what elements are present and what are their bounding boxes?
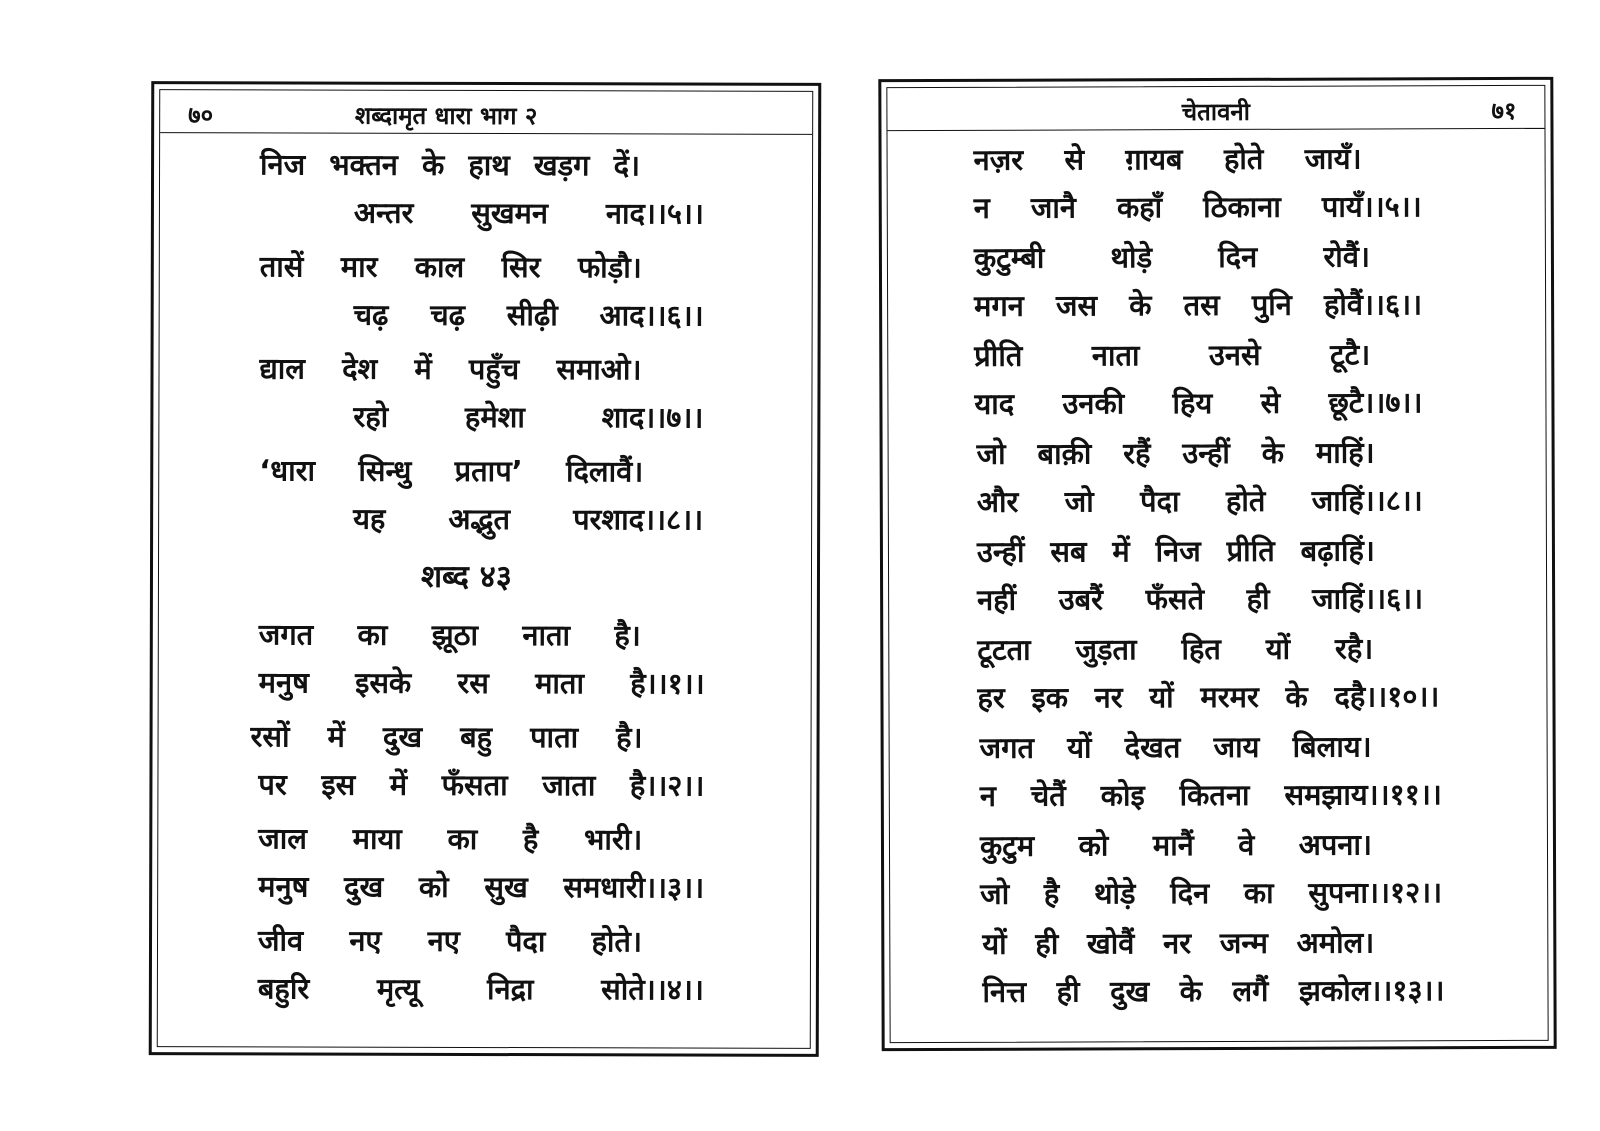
verse-word: पैदा [505,924,546,959]
verse-word: न [979,778,996,813]
verse-word: रहैं [1123,436,1151,471]
verse-word: लगैं [1232,973,1269,1008]
left-page-header [160,90,812,135]
verse-word: खड़ग [533,148,590,183]
verse-word: सीढ़ी [506,298,558,333]
left-running-title: शब्दामृत धारा भाग २ [354,101,538,131]
verse-line [980,774,1442,815]
verse-word: मनुष [258,665,309,700]
verse-word: सुपना।।१२।। [1308,875,1443,910]
verse-word: आद।।६।। [599,298,704,333]
verse-word: में [389,767,408,802]
verse-word: मानैं [1152,828,1194,863]
verse-word: जाहिं।।६।। [1312,581,1424,616]
verse-word: है [522,822,539,857]
verse-word: सुखमन [471,195,549,231]
verse-word: जाहिं।।८।। [1311,483,1423,518]
verse-word: हमेशा [464,399,525,435]
verse-line [974,284,1422,325]
verse-word: जो [980,876,1010,911]
verse-word: थोड़े [1110,240,1153,275]
verse-word: निज [260,147,306,182]
verse-word: फँसते [1145,582,1205,617]
verse-word: उनसे [1208,337,1261,373]
verse-word: अन्तर [353,195,414,230]
verse-word: नज़र [973,142,1024,177]
verse-word: पर [258,767,287,802]
verse-word: है।।२।। [629,768,705,803]
verse-word: पुनि [1251,287,1292,322]
verse-word: उनकी [1062,386,1125,421]
verse-word: यह [353,501,386,536]
verse-word: यों [1265,631,1291,666]
verse-word: झूठा [431,617,479,652]
verse-word: होते [1223,141,1264,176]
right-page-body [881,132,1550,1009]
verse-word: होवैं।।६।। [1323,287,1423,322]
verse-word: मृत्यू [376,971,420,1006]
verse-word: रसों [250,719,290,754]
verse-line [251,716,643,756]
verse-word: नाद।।५।। [605,196,704,231]
section-heading: शब्द ४३ [420,558,512,596]
verse-word: में [1112,534,1130,569]
verse-word: के [1179,974,1203,1009]
verse-word: पायँ।।५।। [1321,189,1422,224]
verse-word: है।।१।। [630,666,705,701]
verse-line [977,432,1375,472]
verse-word: कुटुम्बी [973,240,1045,275]
verse-word: रहो [353,399,389,434]
verse-line [977,530,1375,570]
verse-word: में [414,351,432,386]
verse-word: प्रताप’ [454,453,523,489]
verse-word: यों [1149,680,1174,715]
verse-word: नाता [1091,338,1140,373]
verse-word: भक्तन [329,147,398,182]
verse-word: हाथ [468,147,510,183]
verse-line [982,970,1444,1011]
left-page-body [154,136,818,1007]
verse-word: का [357,617,388,652]
verse-word: तस [1183,287,1220,323]
verse-word: दुख [382,719,423,754]
verse-line [259,348,641,388]
verse-line [974,382,1422,423]
verse-word: को [1078,828,1109,863]
verse-word: सिन्धु [358,453,412,488]
verse-word: दुख [1110,974,1150,1009]
verse-word: द्याल [259,351,306,386]
verse-word: का [1243,875,1274,910]
verse-word: से [1260,385,1281,420]
verse-line [977,578,1423,619]
verse-line [258,968,704,1008]
verse-line [980,824,1372,864]
verse-word: ही [1035,926,1059,961]
verse-line [258,764,704,804]
verse-line [260,246,642,286]
verse-word: को [418,869,449,904]
right-page [878,77,1556,1051]
verse-word: रहै। [1334,631,1374,666]
verse-word: देश [342,351,378,386]
verse-word: सब [1050,534,1087,569]
verse-word: पहुँच [468,351,520,387]
verse-word: जगत [979,730,1035,765]
verse-word: इसके [355,665,412,700]
verse-word: जो [1064,484,1094,519]
verse-word: बहु [460,719,493,755]
verse-word: सुख [484,869,528,905]
verse-line [977,676,1439,717]
verse-word: है। [616,720,643,755]
verse-word: हित [1181,631,1221,667]
verse-word: के [421,147,445,182]
verse-word: याद [974,386,1015,421]
verse-word: कहाँ [1116,190,1163,225]
verse-word: प्रीति [1226,533,1275,568]
verse-word: जो [976,436,1006,471]
verse-word: नर [1163,926,1192,961]
verse-word: मनुष [258,869,309,904]
right-page-number: ७१ [1491,96,1517,126]
verse-word: इक [1031,680,1069,715]
verse-word: उबरैं [1058,582,1104,617]
verse-word: सिर [501,250,541,285]
verse-word: पैदा [1140,484,1180,519]
verse-word: जन्म [1219,925,1268,960]
verse-word: निद्रा [486,972,534,1007]
verse-word: यों [1067,730,1092,765]
verse-word: जस [1055,288,1098,323]
verse-line [353,499,703,539]
verse-word: नए [349,923,382,958]
verse-word: वे [1238,827,1255,862]
verse-word: चढ़ [430,297,466,332]
verse-word: माहिं। [1315,435,1375,470]
verse-word: बहुरि [257,971,310,1006]
verse-word: है [1043,876,1060,911]
verse-word: कोइ [1100,778,1145,813]
verse-word: ग़ायब [1125,142,1183,177]
verse-word: खोवैं [1086,926,1135,961]
verse-word: नहीं [977,582,1017,617]
verse-word: से [1064,142,1085,177]
verse-word: जाल [258,821,308,856]
verse-word: समझाय।।११।। [1284,777,1442,812]
verse-word: समाओ। [556,352,642,387]
verse-word: नर [1094,680,1123,715]
verse-word: ठिकाना [1203,189,1281,225]
verse-word: होते [1225,483,1266,518]
verse-word: तासें [259,249,304,284]
verse-word: बिलाय। [1292,729,1372,764]
verse-word: कुटुम [979,828,1035,863]
verse-line [980,726,1372,766]
verse-word: झकोल।।१३।। [1298,973,1445,1008]
verse-word: देखत [1124,730,1181,765]
verse-word: जाय [1213,729,1260,765]
verse-word: समधारी।।३।। [563,870,705,905]
verse-word: नए [427,923,460,958]
verse-line [260,144,640,184]
verse-word: ही [1056,974,1080,1009]
verse-word: यों [982,926,1007,961]
verse-word: ही [1246,581,1270,616]
verse-word: मार [340,249,378,284]
verse-word: परशाद।।८।। [573,502,704,537]
verse-word: उन्हीं [1182,435,1230,471]
verse-word: छूटै।।७।। [1328,385,1423,420]
verse-line [354,193,704,233]
verse-word: नाता [522,618,571,653]
right-running-title: चेतावनी [1181,97,1250,127]
verse-word: रोवैं। [1323,239,1370,274]
verse-word: उन्हीं [976,534,1025,569]
verse-word: फोड़ौ। [577,250,642,285]
verse-word: मरमर [1200,679,1259,715]
verse-line [974,186,1422,227]
verse-word: शाद।।७।। [601,400,704,435]
verse-word: के [1261,435,1285,470]
verse-word: रस [457,665,489,701]
verse-word: नित्त [982,974,1027,1009]
verse-word: चेतैं [1030,778,1066,813]
verse-line [977,480,1423,521]
verse-word: अमोल। [1296,925,1375,960]
verse-word: है। [614,618,641,653]
verse-word: जानै [1030,190,1077,225]
verse-word: हर [977,680,1005,715]
verse-word: इस [321,767,356,802]
verse-line [974,334,1370,374]
verse-word: काल [414,249,465,284]
verse-word: भारी। [583,822,643,857]
verse-word: दें। [613,148,641,183]
verse-word: थोड़े [1093,876,1136,911]
verse-word: सोते।।४।। [601,972,704,1007]
verse-word: मगन [974,288,1024,323]
verse-word: न [973,190,990,225]
verse-word: माता [535,666,585,701]
verse-line [258,866,704,906]
verse-word: अपना। [1298,827,1373,862]
verse-word: कितना [1179,777,1250,813]
verse-word: जायँ। [1304,141,1362,176]
verse-word: बढ़ाहिं। [1300,533,1375,568]
verse-word: दहै।।१०।। [1334,679,1440,714]
verse-word: माया [352,821,402,856]
verse-line [258,818,642,858]
verse-word: अद्भुत [448,501,511,537]
verse-word: दुख [344,869,384,904]
verse-line [980,872,1442,913]
verse-word: जाता [542,768,596,803]
verse-line [259,662,705,702]
verse-word: फँसता [441,767,508,803]
verse-word: ‘धारा [259,453,316,488]
verse-word: चढ़ [353,297,389,332]
verse-line [259,614,641,654]
verse-word: का [447,821,478,856]
verse-word: जगत [258,617,314,652]
verse-word: के [1129,288,1152,323]
verse-word: के [1285,679,1308,714]
verse-word: दिन [1170,876,1210,911]
verse-word: पाता [530,720,579,755]
verse-word: में [327,719,345,754]
verse-word: निज [1155,534,1201,569]
verse-line [982,922,1374,962]
verse-word: हिय [1172,386,1213,421]
verse-word: टूटता [977,632,1031,667]
right-page-header [887,86,1544,131]
verse-word: दिलावैं। [566,454,644,489]
verse-line [974,138,1362,178]
verse-word: प्रीति [974,338,1023,373]
verse-word: और [976,484,1019,519]
verse-word: जीव [257,923,304,958]
verse-line [977,628,1373,668]
verse-line [353,397,703,437]
verse-line [259,450,643,490]
left-page [149,81,822,1057]
verse-word: जुड़ता [1075,632,1137,667]
verse-line [354,295,704,335]
verse-line [974,236,1370,276]
left-page-number: ७० [188,101,214,130]
verse-word: होते। [591,924,643,959]
verse-word: दिन [1218,239,1258,274]
verse-word: टूटै। [1329,337,1371,372]
verse-line [258,920,642,960]
verse-word: बाक़ी [1037,436,1092,471]
